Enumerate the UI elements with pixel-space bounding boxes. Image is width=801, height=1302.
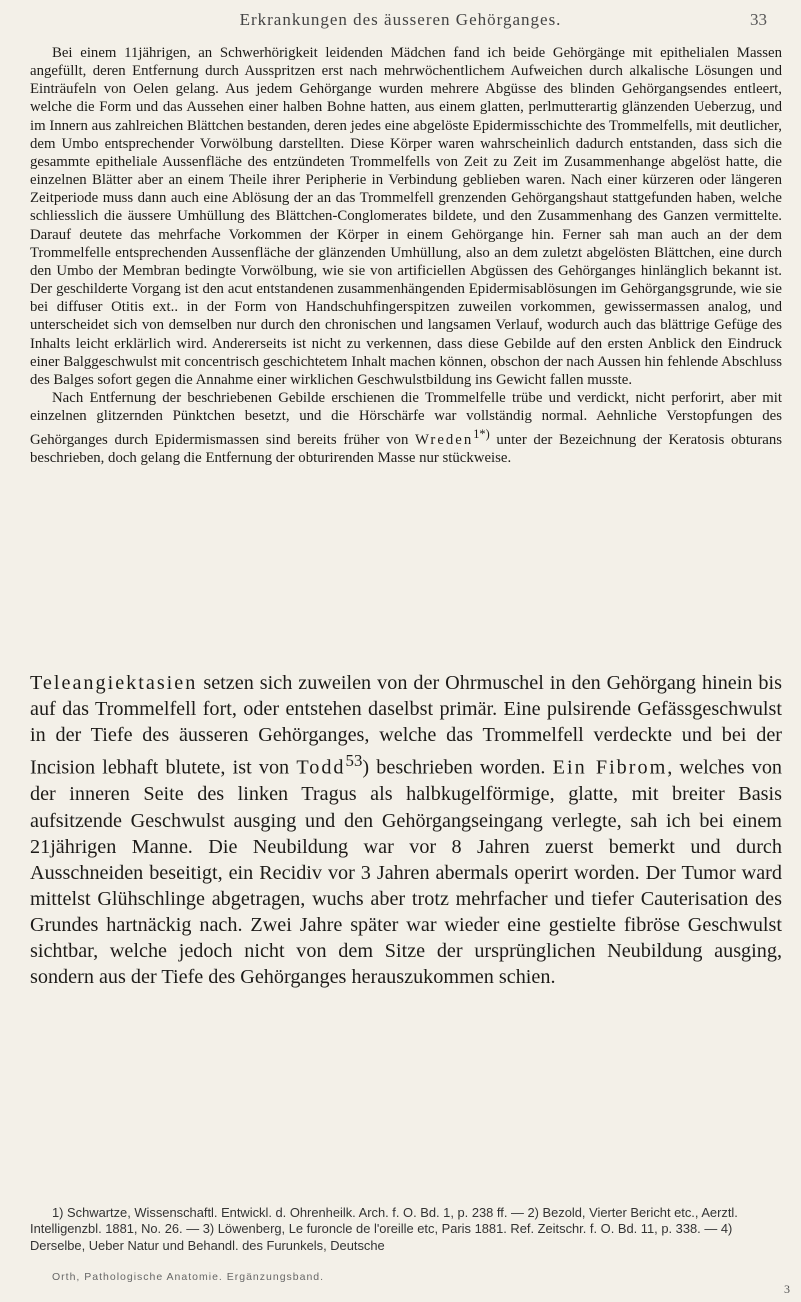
small-print-section — [30, 44, 782, 468]
paragraph-rest: unter der Bezeichnung der Keratosis obturans beschrieben, doch gelang die Entfernung der obturirenden Masse nur stückweise. — [30, 432, 782, 467]
paragraph-lead: Nach Entfernung der beschriebenen Gebilde erschienen die Trommelfelle trübe und verdickt, nicht perforirt, aber mit einzelnen glitzernden Pünktchen besetzt, und die Hörschärfe war vollständig normal. Aehnliche Verstopfungen des Gehörganges durch Epidermismassen sind bereits früher von — [30, 389, 782, 449]
imprint-line: Orth, Pathologische Anatomie. Ergänzungsband. — [52, 1271, 325, 1283]
signature-mark: 3 — [784, 1282, 790, 1296]
footnotes — [30, 1205, 782, 1254]
reference-marker-todd: 53 — [345, 751, 363, 771]
paragraph-eleven-year-old-case: Bei einem 11jährigen, an Schwerhörigkeit leidenden Mädchen fand ich beide Gehörgänge mit epithelialen Massen angefüllt, deren Entfernung durch Ausspritzen erst nach mehrwöchentlichem Aufweichen durch alkalische Lösungen und Einträufeln von Oelen gelang. Aus jedem Gehörgange wurden mehrere Abgüsse des blinden Gehörgangsendes entleert, welche die Form und das Aussehen einer halben Bohne hatten, aus einem glatten, perlmutterartig glänzenden Ueberzug, und im Innern aus zahlreichen Blättchen bestanden, deren jedes eine abgelöste Epidermisschichte des Trommelfells, mit deutlicher, dem Umbo entsprechender Vorwölbung darstellten. Diese Körper waren wahrscheinlich dadurch entstanden, dass sich die gesammte epitheliale Aussenfläche des entzündeten Trommelfells von Zeit zu Zeit im Zusammenhange abgelöst hatte, die einzelnen Blätter aber an einem Theile ihrer Peripherie in Verbindung geblieben waren. Nach einer kürzeren oder längeren Zeitperiode muss dann auch eine Ablösung der an das Trommelfell grenzenden Gehörgangshaut stattgefunden haben, welche schliesslich die äussere Umhüllung des Blättchen-Conglomerates bildete, und den Zusammenhang des Ganzen vermittelte. Darauf deutete das mehrfache Vorkommen der Körper in einem Gehörgange hin. Ferner sah man auch an der dem Trommelfelle entsprechenden Aussenfläche der glänzenden Umhüllung, also an dem zuletzt abgelösten Blättchen, eine durch den Umbo der Membran bedingte Vorwölbung, wie sie von artificiellen Abgüssen des Gehörganges hinlänglich bekannt ist. Der geschilderte Vorgang ist den acut entstandenen zusammenhängenden Epidermisablösungen im Gehörgangsgrunde, wie sie bei diffuser Otitis ext.. in der Form von Handschuhfingerspitzen zuweilen vorkommen, gewissermassen analog, und unterscheidet sich von demselben nur durch den chronischen und langsamen Verlauf, wodurch auch das blättrige Gefüge des Inhalts leicht erklärlich wird. Andererseits ist nicht zu verkennen, dass diese Gebilde auf den ersten Anblick den Eindruck einer Balggeschwulst mit concentrisch geschichtetem Inhalt machen können, obschon der nach Aussen hin fehlende Abschluss des Balges sofort gegen die Annahme einer wirklichen Geschwulstbildung ins Gewicht fallen musste. — [30, 45, 782, 388]
term-teleangiektasien: Teleangiektasien — [30, 672, 198, 694]
paragraph-teleangiektasien — [30, 670, 782, 991]
author-wreden: Wreden — [415, 432, 474, 449]
text-segment-1: setzen sich zuweilen von der Ohrmuschel in den Gehörgang hinein bis auf das Trommelfell fort, oder entstehen daselbst primär. Eine pulsirende Gefässgeschwulst in der Tiefe des äusseren Gehörganges, welche das Trommelfell verdeckte und bei der Incision lebhaft blutete, ist von — [30, 672, 782, 780]
running-title: Erkrankungen des äusseren Gehörganges. — [239, 10, 562, 29]
page-number: 33 — [750, 10, 767, 29]
author-todd: Todd — [296, 757, 346, 780]
main-text-section — [30, 670, 782, 991]
footnote-references: 1) Schwartze, Wissenschaftl. Entwickl. d. Ohrenheilk. Arch. f. O. Bd. 1, p. 238 ff. — 2) Bezold, Vierter Bericht etc., Aerztl. Intelligenzbl. 1881, No. 26. — 3) Löwenberg, Le furoncle de l'oreille etc, Paris 1881. Ref. Zeitschr. f. O. Bd. 11, p. 338. — 4) Derselbe, Ueber Natur und Behandl. des Furunkels, Deutsche — [30, 1205, 738, 1253]
term-fibrom: Ein Fibrom — [552, 757, 668, 780]
text-segment-2: ) beschrieben worden. — [362, 757, 553, 780]
text-segment-3: , welches von der inneren Seite des linken Tragus als halbkugelförmige, glatte, mit breiter Basis aufsitzende Geschwulst ausging und den Gehörgangseingang verlegte, sah ich bei einem 21jährigen Manne. Die Neubildung war vor 8 Jahren zuerst bemerkt und durch Ausschneiden beseitigt, ein Recidiv vor 3 Jahren abermals operirt worden. Der Tumor ward mittelst Glühschlinge abgetragen, wuchs aber trotz mehrfacher und tiefer Cauterisation des Grundes hartnäckig nach. Zwei Jahre später war wieder eine gestielte fibröse Geschwulst sichtbar, welche jedoch nicht von dem Sitze der ursprünglichen Neubildung ausging, sondern aus der Tiefe des Gehörganges herauszukommen schien. — [30, 757, 783, 989]
reference-marker: 1*) — [473, 427, 490, 442]
paragraph-keratosis-obturans — [30, 389, 782, 468]
